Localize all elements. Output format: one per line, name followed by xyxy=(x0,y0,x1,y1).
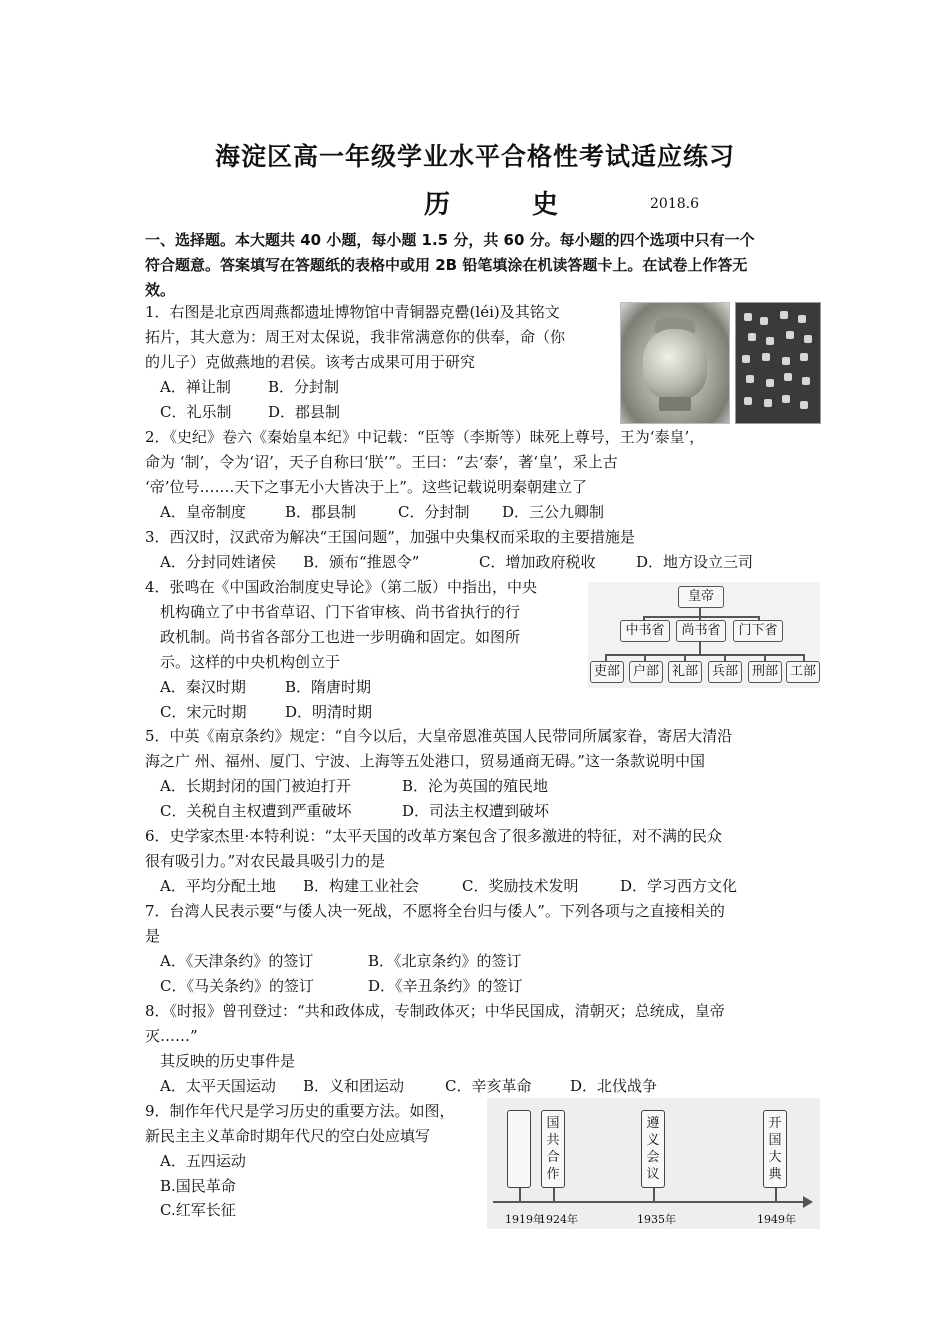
option-d[interactable]: D．三公九卿制 xyxy=(502,503,605,521)
question-text: 的儿子）克做燕地的君侯。该考古成果可用于研究 xyxy=(145,353,476,371)
option-a[interactable]: A．长期封闭的国门被迫打开 xyxy=(160,777,351,795)
question-text: 机构确立了中书省草诏、门下省审核、尚书省执行的行 xyxy=(160,603,521,621)
bronze-vessel-image xyxy=(620,302,730,424)
timeline-year: 1935年 xyxy=(637,1213,676,1226)
option-d[interactable]: D．地方设立三司 xyxy=(636,553,754,571)
org-box-ministry-works: 工部 xyxy=(786,661,820,683)
option-d[interactable]: D．北伐战争 xyxy=(570,1077,658,1095)
timeline-box-zunyi: 遵 义 会 议 xyxy=(641,1110,665,1188)
option-c[interactable]: C．分封制 xyxy=(398,503,470,521)
question-text: 其反映的历史事件是 xyxy=(160,1052,296,1070)
question-text: ‘帝’位号…….天下之事无小大皆决于上”。这些记载说明秦朝建立了 xyxy=(145,478,587,496)
option-c[interactable]: C.红军长征 xyxy=(160,1201,236,1219)
option-b[interactable]: B．郡县制 xyxy=(285,503,357,521)
instruction-line: 符合题意。答案填写在答题纸的表格中或用 2B 铅笔填涂在机读答题卡上。在试卷上作答无 xyxy=(145,256,748,274)
question-text: 海之广 州、福州、厦门、宁波、上海等五处港口，贸易通商无碍。”这一条款说明中国 xyxy=(145,752,705,770)
option-c[interactable]: C．关税自主权遭到严重破坏 xyxy=(160,802,352,820)
question-text: 1．右图是北京西周燕都遗址博物馆中青铜器克罍(léi)及其铭文 xyxy=(145,303,560,321)
question-text: 政机制。尚书省各部分工也进一步明确和固定。如图所 xyxy=(160,628,521,646)
option-b[interactable]: B．隋唐时期 xyxy=(285,678,372,696)
timeline-year: 1924年 xyxy=(539,1213,578,1226)
option-c[interactable]: C．增加政府税收 xyxy=(479,553,596,571)
option-b[interactable]: B．《北京条约》的签订 xyxy=(368,952,522,970)
option-a[interactable]: A．五四运动 xyxy=(160,1152,246,1170)
question-text: 示。这样的中央机构创立于 xyxy=(160,653,341,671)
option-b[interactable]: B．沦为英国的殖民地 xyxy=(402,777,549,795)
option-c[interactable]: C．《马关条约》的签订 xyxy=(160,977,314,995)
option-d[interactable]: D．司法主权遭到破坏 xyxy=(402,802,550,820)
option-c[interactable]: C．礼乐制 xyxy=(160,403,232,421)
question-text: 3．西汉时，汉武帝为解决“王国问题”，加强中央集权而采取的主要措施是 xyxy=(145,528,635,546)
org-box-department-of-state: 尚书省 xyxy=(676,620,726,642)
question-text: 2．《史纪》卷六《秦始皇本纪》中记载：“臣等（李斯等）昧死上尊号，王为‘泰皇’， xyxy=(145,428,705,446)
org-box-ministry-justice: 刑部 xyxy=(748,661,782,683)
org-box-chancellery: 门下省 xyxy=(733,620,783,642)
question-text: 灭……” xyxy=(145,1027,198,1045)
option-b[interactable]: B．颁布“推恩令” xyxy=(303,553,420,571)
option-b[interactable]: B．义和团运动 xyxy=(303,1077,405,1095)
timeline-axis xyxy=(493,1201,807,1203)
org-box-secretariat: 中书省 xyxy=(620,620,670,642)
question-text: 是 xyxy=(145,927,161,945)
option-c[interactable]: C．辛亥革命 xyxy=(445,1077,532,1095)
question-text: 6．史学家杰里·本特利说：“太平天国的改革方案包含了很多激进的特征，对不满的民众 xyxy=(145,827,722,845)
question-text: 4．张鸣在《中国政治制度史导论》（第二版）中指出，中央 xyxy=(145,578,538,596)
question-text: 7．台湾人民表示要“与倭人决一死战，不愿将全台归与倭人”。下列各项与之直接相关的 xyxy=(145,902,725,920)
section-instructions xyxy=(145,228,813,303)
option-b[interactable]: B.国民革命 xyxy=(160,1177,236,1195)
question-text: 很有吸引力。”对农民最具吸引力的是 xyxy=(145,852,386,870)
option-a[interactable]: A．禅让制 xyxy=(160,378,231,396)
exam-title: 海淀区高一年级学业水平合格性考试适应练习 xyxy=(214,142,735,171)
option-a[interactable]: A．平均分配土地 xyxy=(160,877,276,895)
option-d[interactable]: D．郡县制 xyxy=(268,403,341,421)
option-c[interactable]: C．宋元时期 xyxy=(160,703,247,721)
option-a[interactable]: A．皇帝制度 xyxy=(160,503,246,521)
org-box-ministry-revenue: 户部 xyxy=(629,661,663,683)
org-box-ministry-personnel: 吏部 xyxy=(590,661,624,683)
instruction-line: 一、选择题。本大题共 40 小题，每小题 1.5 分，共 60 分。每小题的四个选项中只有一个 xyxy=(145,231,755,249)
option-d[interactable]: D．学习西方文化 xyxy=(620,877,738,895)
question-text: 命为 ‘制’，令为‘诏’，天子自称曰‘朕’”。王曰：“去‘泰’，著‘皇’，采上古 xyxy=(145,453,618,471)
org-box-ministry-rites: 礼部 xyxy=(668,661,702,683)
question-text: 拓片，其大意为：周王对太保说，我非常满意你的供奉，命（你 xyxy=(145,328,566,346)
option-a[interactable]: A．分封同姓诸侯 xyxy=(160,553,276,571)
instruction-line: 效。 xyxy=(145,281,176,299)
question-text: 5．中英《南京条约》规定：“自今以后，大皇帝恩准英国人民带同所属家眷，寄居大清沿 xyxy=(145,727,733,745)
subject-title: 历 史 xyxy=(424,190,587,220)
exam-date: 2018.6 xyxy=(650,196,699,212)
timeline-year: 1949年 xyxy=(757,1213,796,1226)
timeline-year: 1919年 xyxy=(505,1213,544,1226)
inscription-rubbing-image xyxy=(735,302,821,424)
org-box-ministry-war: 兵部 xyxy=(708,661,742,683)
arrow-right-icon xyxy=(803,1196,813,1208)
central-government-org-chart xyxy=(588,582,820,688)
option-a[interactable]: A．太平天国运动 xyxy=(160,1077,276,1095)
option-b[interactable]: B．分封制 xyxy=(268,378,340,396)
org-box-emperor: 皇帝 xyxy=(678,586,724,608)
timeline-box-cooperation: 国 共 合 作 xyxy=(541,1110,565,1188)
question-text: 新民主主义革命时期年代尺的空白处应填写 xyxy=(145,1127,431,1145)
question-text: 8．《时报》曾刊登过：“共和政体成，专制政体灭；中华民国成，清朝灭；总统成，皇帝 xyxy=(145,1002,725,1020)
timeline-figure xyxy=(487,1098,820,1229)
timeline-box-founding: 开 国 大 典 xyxy=(763,1110,787,1188)
timeline-blank-box xyxy=(507,1110,531,1188)
option-d[interactable]: D．明清时期 xyxy=(285,703,373,721)
option-a[interactable]: A．秦汉时期 xyxy=(160,678,246,696)
option-a[interactable]: A．《天津条约》的签订 xyxy=(160,952,314,970)
option-d[interactable]: D．《辛丑条约》的签订 xyxy=(368,977,523,995)
option-c[interactable]: C．奖励技术发明 xyxy=(462,877,579,895)
question-text: 9．制作年代尺是学习历史的重要方法。如图， xyxy=(145,1102,455,1120)
option-b[interactable]: B．构建工业社会 xyxy=(303,877,420,895)
